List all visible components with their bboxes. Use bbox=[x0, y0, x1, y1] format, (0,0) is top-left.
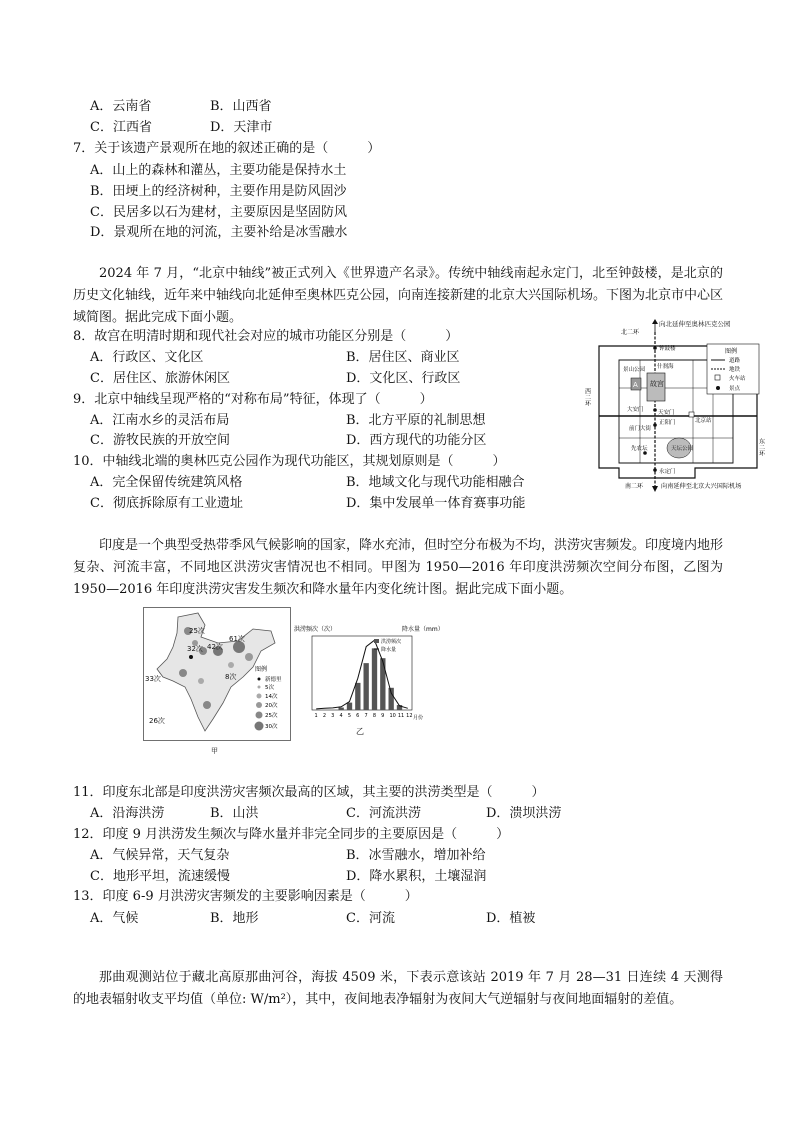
qianmen-label: 前门大街 bbox=[629, 426, 652, 432]
x-tick-12: 12 bbox=[406, 713, 413, 719]
x-tick-2: 2 bbox=[322, 713, 327, 719]
flood-bar-9 bbox=[380, 658, 385, 710]
ring2-east-label: 东二环 bbox=[757, 438, 765, 456]
india-label-26: 26次 bbox=[149, 717, 165, 725]
shichahai-label: 什刹海 bbox=[657, 364, 674, 370]
north-extension-label: 向北延伸至奥林匹克公园 bbox=[659, 320, 731, 328]
q11-option-b: B．山洪 bbox=[210, 806, 259, 821]
india-flood-map bbox=[143, 607, 291, 755]
tiantan-label: 天坛公园 bbox=[671, 446, 694, 452]
ring2-south-label: 南二环 bbox=[625, 483, 644, 490]
chart-legend-flood: 洪涝频次 bbox=[381, 639, 402, 645]
india-legend-4: 25次 bbox=[265, 713, 278, 719]
x-tick-9: 9 bbox=[381, 713, 385, 719]
zhonggulou-label: 钟鼓楼 bbox=[659, 346, 676, 352]
chart-legend-rain: 降水量 bbox=[381, 647, 397, 653]
q6-option-a: A．云南省 bbox=[90, 99, 152, 114]
q10-option-a: A．完全保留传统建筑风格 bbox=[90, 475, 243, 490]
q13-option-a: A．气候 bbox=[90, 911, 139, 926]
q9-option-d: D．西方现代的功能分区 bbox=[346, 433, 487, 448]
india-flood-chart bbox=[294, 622, 444, 740]
changan-label: 大安门 bbox=[627, 407, 644, 413]
q12-option-c: C．地形平坦，流速缓慢 bbox=[90, 869, 230, 884]
chart-xlabel: 月份 bbox=[413, 715, 424, 721]
india-legend-0: 新德里 bbox=[265, 677, 282, 683]
flood-bar-8 bbox=[372, 648, 377, 710]
q11-option-a: A．沿海洪涝 bbox=[90, 806, 165, 821]
india-map-caption: 甲 bbox=[211, 747, 218, 755]
q6-option-b: B．山西省 bbox=[210, 99, 272, 114]
india-legend-3: 20次 bbox=[265, 703, 278, 709]
q8-option-d: D．文化区、行政区 bbox=[346, 371, 461, 386]
x-tick-1: 1 bbox=[314, 713, 318, 719]
passage-naqu: 那曲观测站位于藏北高原那曲河谷，海拔 4509 米，下表示意该站 2019 年 7 月 28—31 日连续 4 天测得的地表辐射收支平均值（单位: W/m²），其中，夜间地表净辐射为夜间大气逆辐射与夜间地面辐射的差值。 bbox=[73, 970, 723, 1007]
q13-option-b: B．地形 bbox=[210, 911, 259, 926]
south-extension-label: 向南延伸至北京大兴国际机场 bbox=[661, 483, 742, 490]
india-label-32: 32次 bbox=[187, 645, 203, 653]
q12-option-a: A．气候异常，天气复杂 bbox=[90, 848, 230, 863]
q13-option-c: C．河流 bbox=[346, 911, 395, 926]
q9-option-a: A．江南水乡的灵活布局 bbox=[90, 413, 230, 428]
q7-option-c: C．民居多以石为建材，主要原因是坚固防风 bbox=[90, 205, 347, 220]
chart-ylabel-left: 洪涝频次（次） bbox=[294, 626, 337, 633]
flood-bar-6 bbox=[355, 683, 360, 710]
beijingzhan-label: 北京站 bbox=[695, 418, 712, 424]
india-label-33: 33次 bbox=[145, 675, 161, 683]
india-label-42: 42次 bbox=[207, 643, 223, 651]
q10-option-d: D．集中发展单一体育赛事功能 bbox=[346, 496, 526, 511]
flood-bar-4 bbox=[339, 708, 344, 710]
q13-option-d: D．植被 bbox=[486, 911, 536, 926]
flood-bar-7 bbox=[364, 663, 369, 710]
yongdingmen-label: 永定门 bbox=[659, 469, 676, 475]
q7-option-b: B．田埂上的经济树种，主要作用是防风固沙 bbox=[90, 184, 347, 199]
q9-option-c: C．游牧民族的开放空间 bbox=[90, 433, 230, 448]
x-tick-6: 6 bbox=[356, 713, 360, 719]
q7-stem: 7．关于该遗产景观所在地的叙述正确的是（ ） bbox=[73, 141, 381, 156]
india-label-61: 61次 bbox=[229, 635, 245, 643]
india-legend-5: 30次 bbox=[265, 724, 278, 730]
q7-option-a: A．山上的森林和灌丛，主要功能是保持水土 bbox=[90, 163, 347, 178]
q12-option-d: D．降水累积，土壤湿润 bbox=[346, 869, 487, 884]
legend-road-label: 道路 bbox=[729, 358, 741, 364]
india-legend-2: 14次 bbox=[265, 694, 278, 700]
q11-option-d: D．溃坝洪涝 bbox=[486, 806, 562, 821]
q8-option-b: B．居住区、商业区 bbox=[346, 350, 460, 365]
area-a-label: A bbox=[633, 381, 638, 389]
q9-stem: 9．北京中轴线呈现严格的“对称布局”特征，体现了（ ） bbox=[73, 392, 433, 407]
x-tick-8: 8 bbox=[372, 713, 377, 719]
chart-caption: 乙 bbox=[356, 727, 364, 736]
legend-station-label: 火车站 bbox=[729, 376, 746, 382]
ring2-west-label: 西二环 bbox=[583, 388, 591, 406]
q13-stem: 13．印度 6-9 月洪涝灾害频发的主要影响因素是（ ） bbox=[73, 889, 418, 904]
beijing-central-map bbox=[585, 318, 775, 493]
xiannongtan-label: 先农坛 bbox=[631, 446, 648, 452]
q6-option-d: D．天津市 bbox=[210, 120, 273, 135]
q10-stem: 10．中轴线北端的奥林匹克公园作为现代功能区，其规划原则是（ ） bbox=[73, 454, 506, 469]
q10-option-b: B．地域文化与现代功能相融合 bbox=[346, 475, 525, 490]
q7-option-d: D．景观所在地的河流，主要补给是冰雪融水 bbox=[90, 225, 348, 240]
ring2-north-label: 北二环 bbox=[621, 329, 640, 336]
q10-option-c: C．彻底拆除原有工业遗址 bbox=[90, 496, 243, 511]
x-tick-11: 11 bbox=[397, 713, 405, 719]
q11-stem: 11．印度东北部是印度洪涝灾害频次最高的区域，其主要的洪涝类型是（ ） bbox=[73, 785, 545, 800]
zhengyangmen-label: 正阳门 bbox=[659, 420, 676, 426]
flood-bar-5 bbox=[347, 703, 352, 710]
passage-beijing: 2024 年 7 月，“北京中轴线”被正式列入《世界遗产名录》。传统中轴线南起永定门，北至钟鼓楼，是北京的历史文化轴线，近年来中轴线向北延伸至奥林匹克公园，向南连接新建的北京大兴国际机场。下图为北京市中心区域简图。据此完成下面小题。 bbox=[73, 266, 724, 325]
q12-option-b: B．冰雪融水，增加补给 bbox=[346, 848, 486, 863]
x-tick-7: 7 bbox=[364, 713, 368, 719]
india-legend-title: 图例 bbox=[255, 666, 268, 673]
x-tick-5: 5 bbox=[347, 713, 352, 719]
q8-stem: 8．故宫在明清时期和现代社会对应的城市功能区分别是（ ） bbox=[73, 329, 459, 344]
legend-spot-label: 景点 bbox=[729, 386, 741, 392]
q12-stem: 12．印度 9 月洪涝发生频次与降水量并非完全同步的主要原因是（ ） bbox=[73, 827, 510, 842]
q9-option-b: B．北方平原的礼制思想 bbox=[346, 413, 486, 428]
chart-ylabel-right: 降水量（mm） bbox=[402, 626, 444, 633]
x-tick-3: 3 bbox=[331, 713, 335, 719]
tiananmen-label: 天安门 bbox=[658, 410, 675, 416]
india-legend-1: 5次 bbox=[265, 685, 274, 691]
q8-option-a: A．行政区、文化区 bbox=[90, 350, 204, 365]
x-tick-4: 4 bbox=[339, 713, 343, 719]
q8-option-c: C．居住区、旅游休闲区 bbox=[90, 371, 230, 386]
gugong-label: 故宫 bbox=[650, 380, 664, 388]
q6-option-c: C．江西省 bbox=[90, 120, 152, 135]
jingshan-label: 景山公园 bbox=[623, 367, 646, 373]
legend-subway-label: 地铁 bbox=[729, 367, 741, 373]
india-label-25: 25次 bbox=[189, 627, 205, 635]
passage-india: 印度是一个典型受热带季风气候影响的国家，降水充沛，但时空分布极为不均，洪涝灾害频发。印度境内地形复杂、河流丰富，不同地区洪涝灾害情况也不相同。甲图为 1950—2016 年印度洪涝频次空间分布图，乙图为 1950—2016 年印度洪涝灾害发生频次和降水量年内变化统计图。据此完成下面小题。 bbox=[73, 538, 724, 597]
q11-option-c: C．河流洪涝 bbox=[346, 806, 421, 821]
x-tick-10: 10 bbox=[389, 713, 396, 719]
india-label-8: 8次 bbox=[225, 673, 237, 681]
beijing-legend-title: 图例 bbox=[725, 348, 738, 355]
